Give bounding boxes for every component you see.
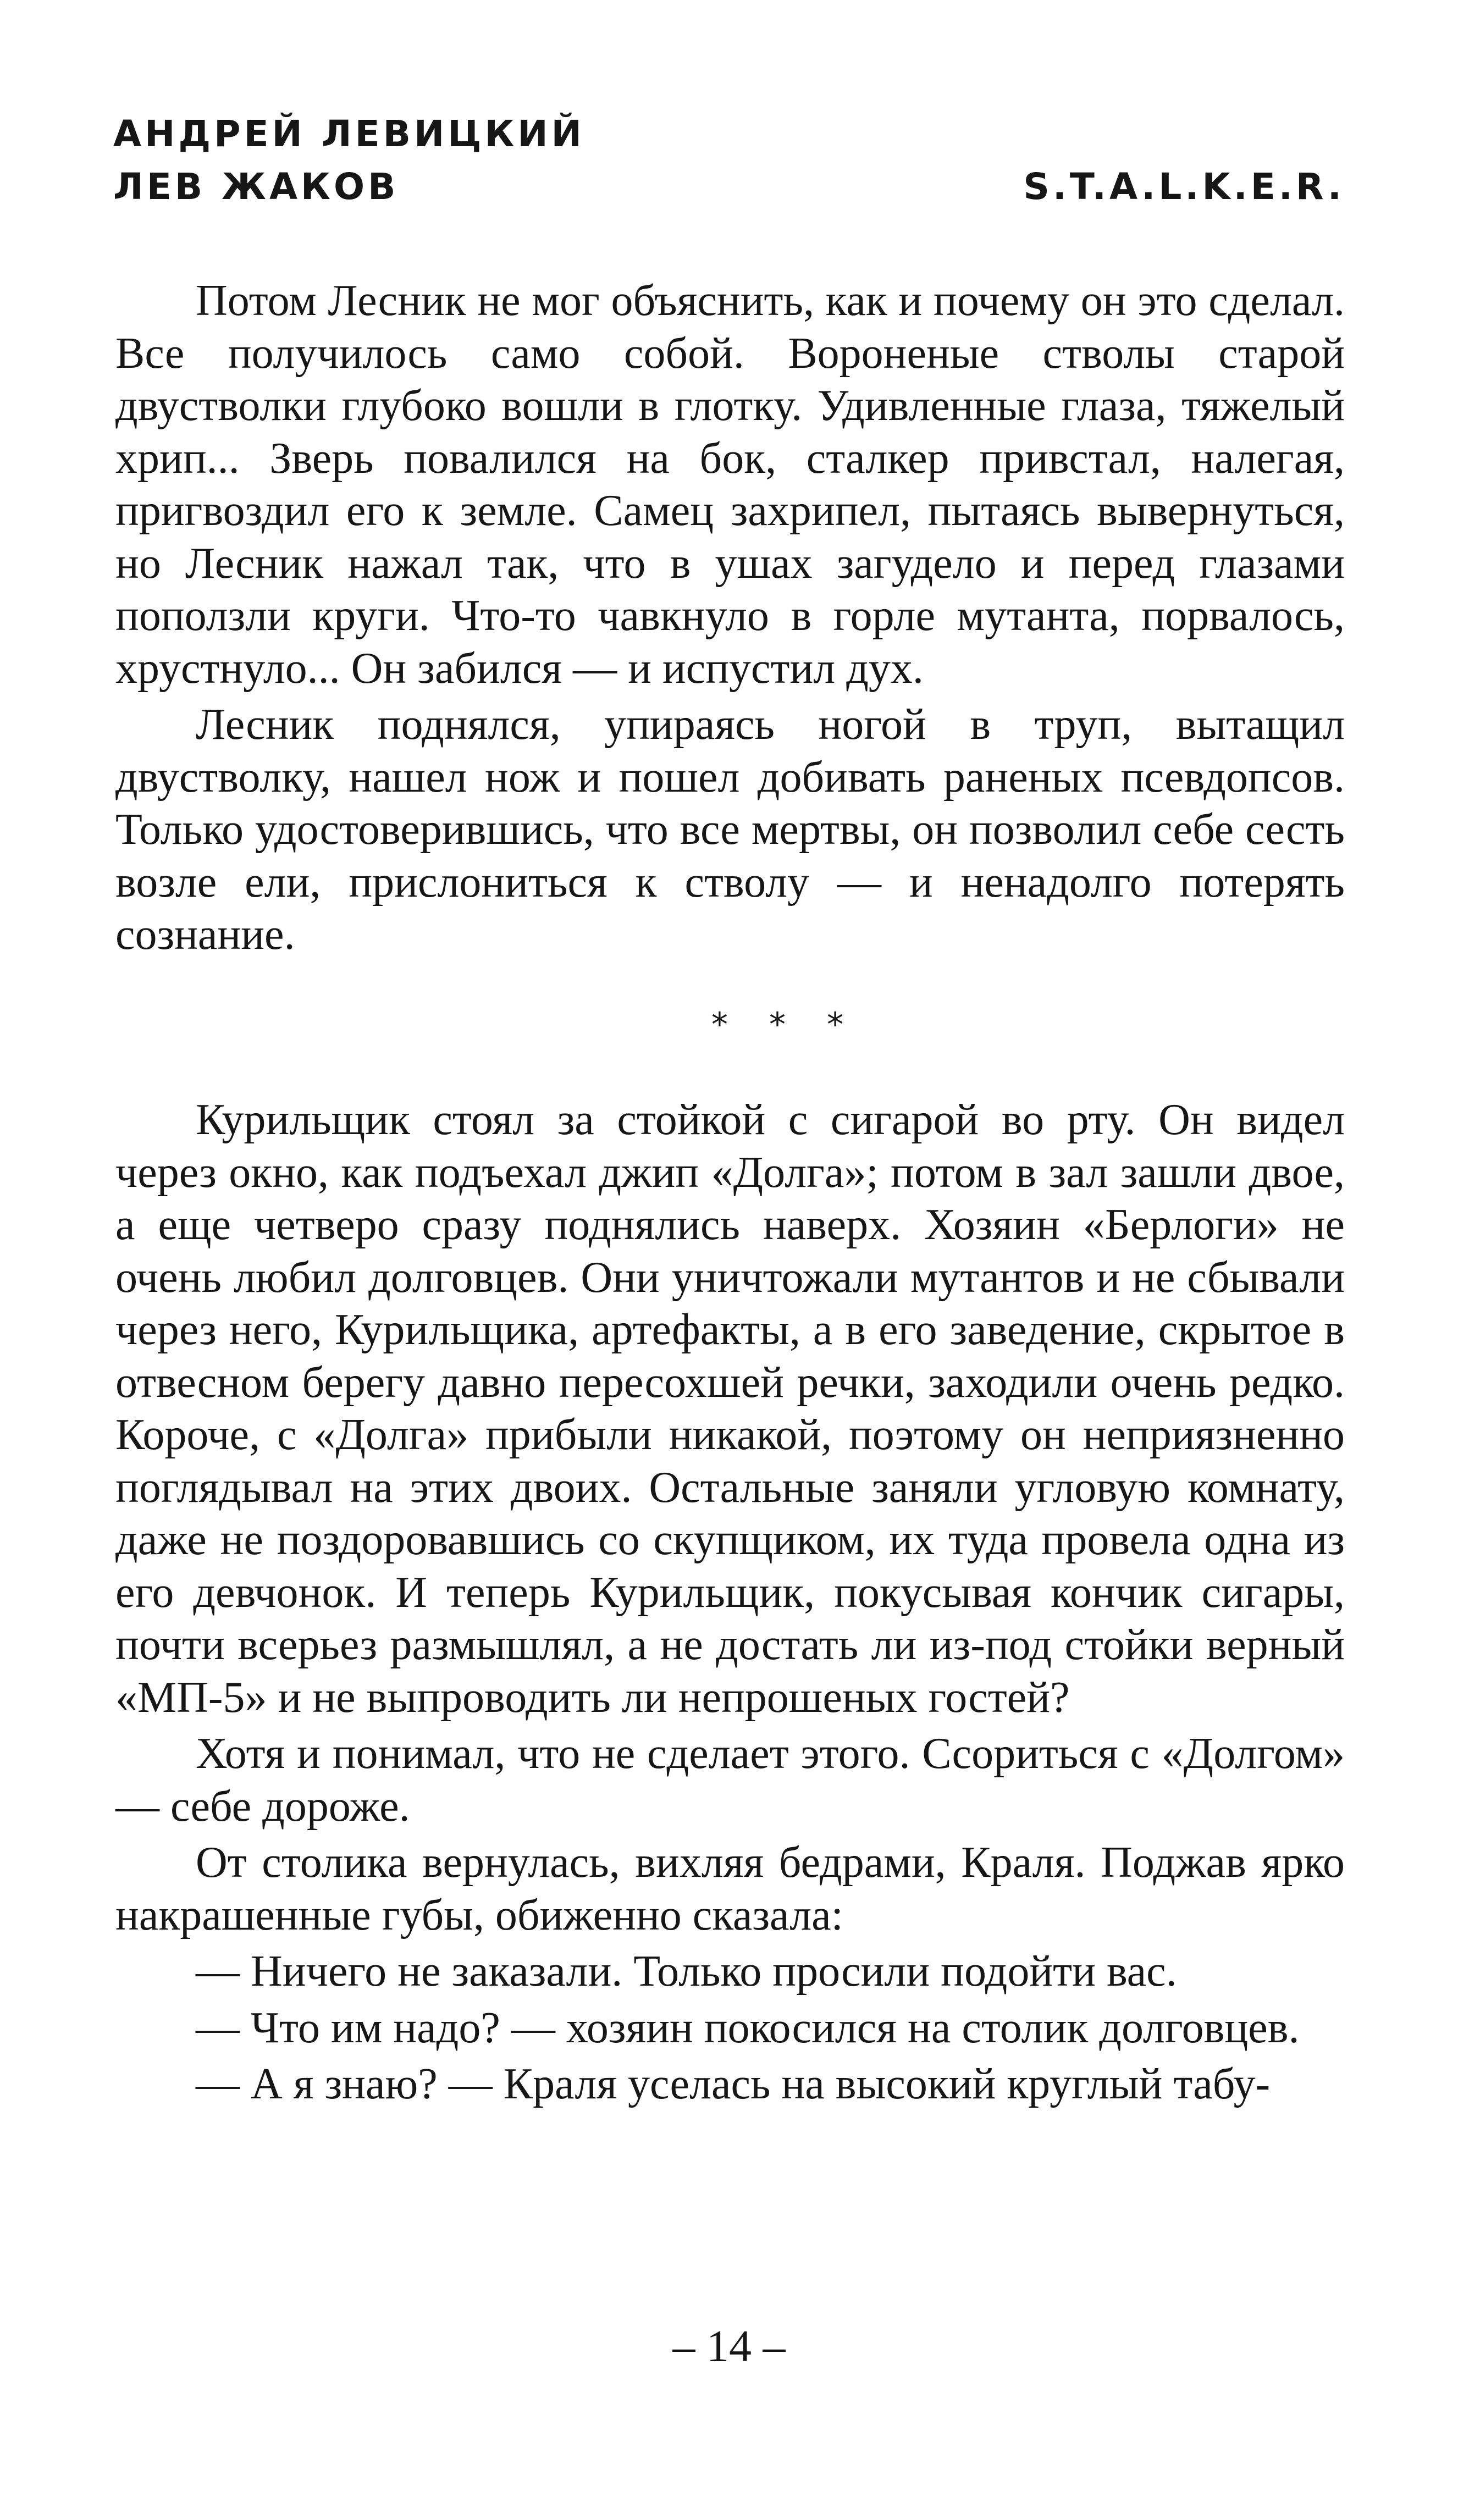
- paragraph: От столика вернулась, вихляя бедрами, Краля. Поджав ярко накрашенные губы, обиженно сказала:: [115, 1838, 1345, 1939]
- page-number: – 14 –: [672, 2321, 786, 2371]
- page-body: [115, 275, 1345, 2115]
- paragraph: Потом Лесник не мог объяснить, как и почему он это сделал. Все получилось само собой. Вороненые стволы старой двустволки глубоко вошли в глотку. Удивленные глаза, тяжелый хрип... Зверь повалился на бок, сталкер привстал, налегая, пригвоздил его к земле. Самец захрипел, пытаясь вывернуться, но Лесник нажал так, что в ушах загудело и перед глазами поползли круги. Что-то чавкнуло в горле мутанта, порвалось, хрустнуло... Он забился — и испустил дух.: [115, 277, 1345, 693]
- dialogue-line: — А я знаю? — Краля уселась на высокий круглый табу-: [196, 2060, 1271, 2108]
- paragraph: Лесник поднялся, упираясь ногой в труп, вытащил двустволку, нашел нож и пошел добивать раненых псевдопсов. Только удостоверившись, что все мертвы, он позволил себе сесть возле ели, прислониться к стволу — и ненадолго потерять сознание.: [115, 700, 1345, 959]
- paragraph: Курильщик стоял за стойкой с сигарой во рту. Он видел через окно, как подъехал джип «Долга»; потом в зал зашли двое, а еще четверо сразу поднялись наверх. Хозяин «Берлоги» не очень любил долговцев. Они уничтожали мутантов и не сбывали через него, Курильщика, артефакты, а в его заведение, скрытое в отвесном берегу давно пересохшей речки, заходили очень редко. Короче, с «Долга» прибыли никакой, поэтому он неприязненно поглядывал на этих двоих. Остальные заняли угловую комнату, даже не поздоровавшись со скупщиком, их туда провела одна из его девчонок. И теперь Курильщик, покусывая кончик сигары, почти всерьез размышлял, а не достать ли из-под стойки верный «МП-5» и не выпроводить ли непрошеных гостей?: [115, 1096, 1345, 1722]
- author-name: ЛЕВ ЖАКОВ: [113, 165, 399, 208]
- dialogue-line: — Что им надо? — хозяин покосился на столик долговцев.: [196, 2003, 1300, 2052]
- author-name: АНДРЕЙ ЛЕВИЦКИЙ: [113, 113, 585, 155]
- authors: [113, 108, 585, 213]
- running-header: [113, 108, 1345, 218]
- book-title: S.T.A.L.K.E.R.: [1023, 165, 1345, 208]
- scene-separator: * * *: [711, 1005, 859, 1044]
- paragraph: Хотя и понимал, что не сделает этого. Ссориться с «Долгом» — себе дороже.: [115, 1729, 1345, 1831]
- dialogue-line: — Ничего не заказали. Только просили подойти вас.: [196, 1947, 1177, 1996]
